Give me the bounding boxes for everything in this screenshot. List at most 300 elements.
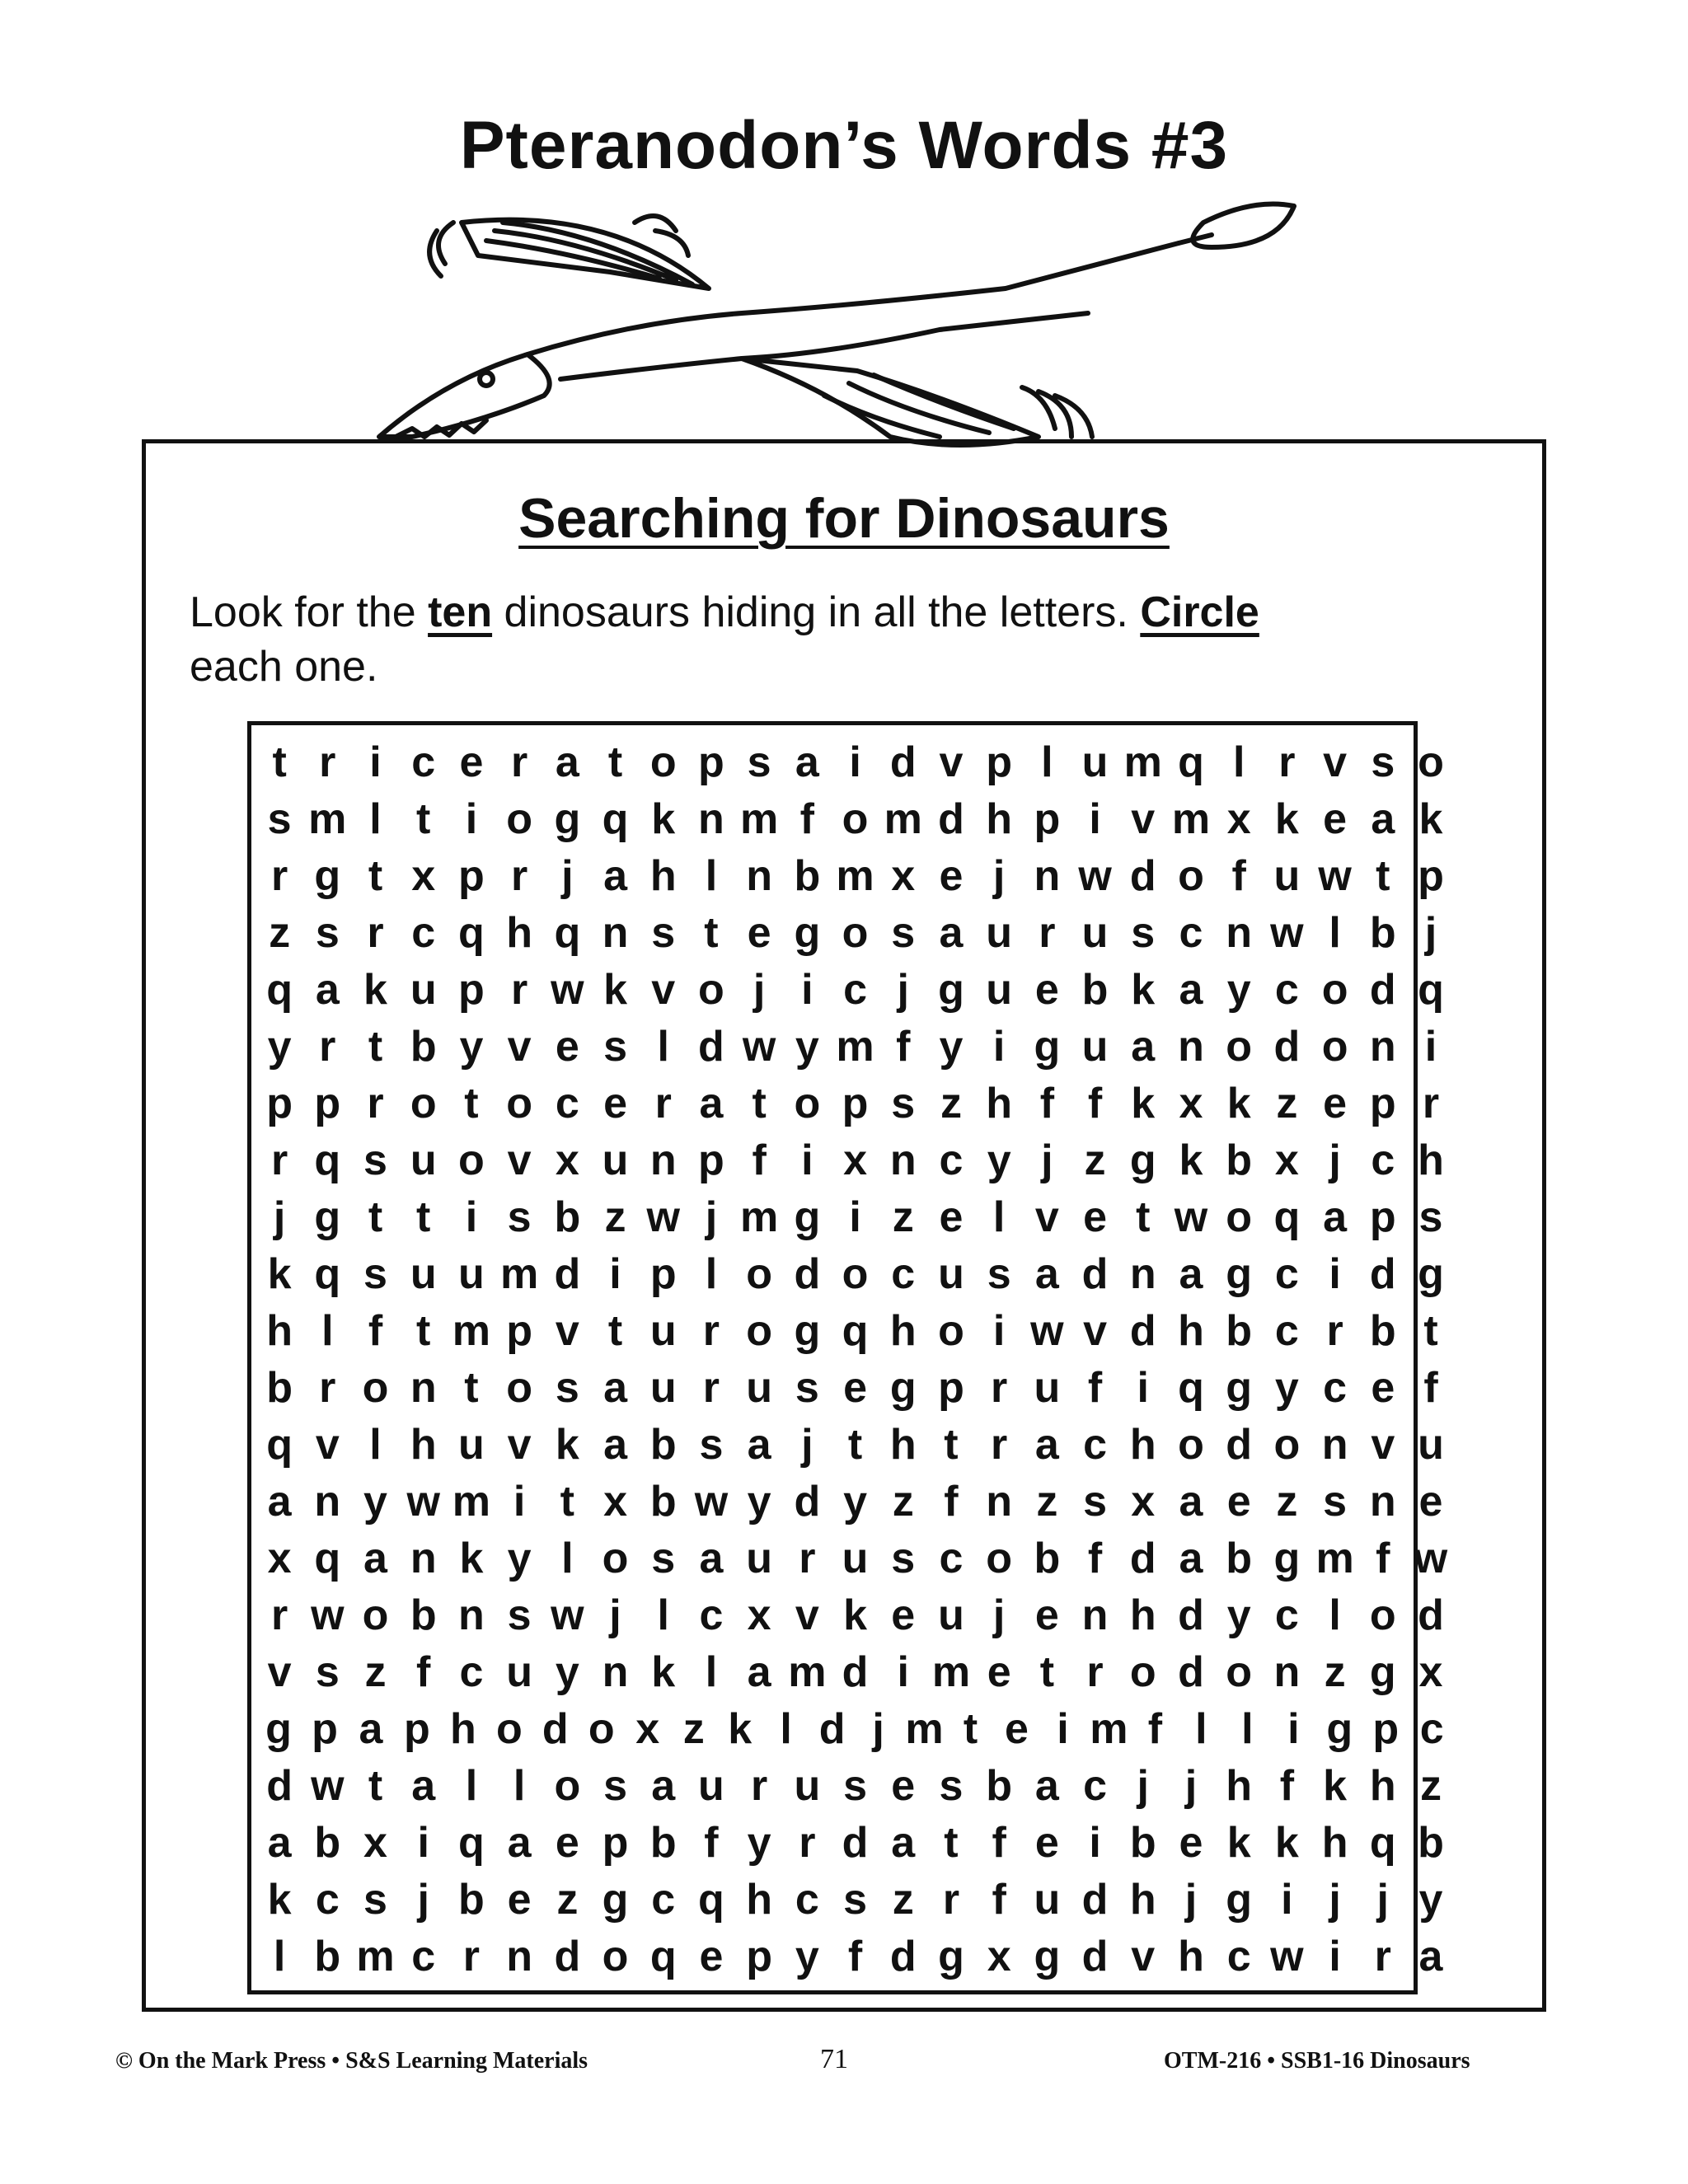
grid-letter[interactable]: x <box>1131 1477 1156 1526</box>
grid-letter[interactable]: x <box>1274 1136 1299 1184</box>
grid-letter[interactable]: s <box>1131 908 1156 957</box>
grid-letter[interactable]: y <box>507 1534 532 1582</box>
grid-letter[interactable]: i <box>992 1306 1006 1355</box>
grid-letter[interactable]: q <box>1273 1193 1301 1241</box>
grid-letter[interactable]: o <box>1226 1022 1253 1071</box>
grid-letter[interactable]: a <box>891 1818 916 1867</box>
grid-letter[interactable]: x <box>1226 794 1251 843</box>
grid-letter[interactable]: o <box>1369 1591 1396 1639</box>
grid-letter[interactable]: s <box>747 738 771 786</box>
grid-letter[interactable]: u <box>602 1136 629 1184</box>
grid-letter[interactable]: x <box>555 1136 579 1184</box>
grid-letter[interactable]: d <box>1129 851 1156 900</box>
grid-letter[interactable]: w <box>551 965 584 1014</box>
grid-letter[interactable]: f <box>1231 851 1246 900</box>
grid-letter[interactable]: m <box>356 1932 395 1980</box>
grid-letter[interactable]: r <box>462 1932 481 1980</box>
grid-letter[interactable]: q <box>458 908 485 957</box>
grid-letter[interactable]: w <box>551 1591 584 1639</box>
grid-letter[interactable]: u <box>649 1306 677 1355</box>
grid-letter[interactable]: b <box>649 1420 677 1469</box>
grid-letter[interactable]: p <box>1369 1193 1396 1241</box>
grid-letter[interactable]: g <box>1226 1363 1253 1412</box>
grid-letter[interactable]: a <box>747 1420 771 1469</box>
grid-letter[interactable]: a <box>795 738 819 786</box>
grid-letter[interactable]: q <box>1369 1818 1396 1867</box>
grid-letter[interactable]: u <box>938 1591 964 1639</box>
grid-letter[interactable]: t <box>963 1704 978 1753</box>
grid-letter[interactable]: d <box>889 1932 917 1980</box>
grid-letter[interactable]: w <box>742 1022 776 1071</box>
grid-letter[interactable]: e <box>1371 1363 1395 1412</box>
grid-letter[interactable]: r <box>510 738 528 786</box>
grid-letter[interactable]: h <box>746 1875 773 1924</box>
grid-letter[interactable]: n <box>410 1534 437 1582</box>
grid-letter[interactable]: u <box>938 1249 964 1298</box>
grid-letter[interactable]: j <box>1184 1761 1198 1810</box>
grid-letter[interactable]: u <box>410 965 437 1014</box>
grid-letter[interactable]: w <box>646 1193 680 1241</box>
grid-letter[interactable]: b <box>266 1363 293 1412</box>
grid-letter[interactable]: k <box>1274 1818 1299 1867</box>
grid-letter[interactable]: k <box>267 1875 292 1924</box>
grid-letter[interactable]: o <box>794 1079 821 1127</box>
grid-letter[interactable]: g <box>889 1363 917 1412</box>
grid-letter[interactable]: h <box>1178 1932 1204 1980</box>
grid-letter[interactable]: k <box>363 965 387 1014</box>
grid-letter[interactable]: l <box>369 1420 382 1469</box>
grid-letter[interactable]: f <box>896 1022 911 1071</box>
grid-letter[interactable]: c <box>555 1079 579 1127</box>
grid-letter[interactable]: z <box>892 1193 914 1241</box>
grid-letter[interactable]: v <box>795 1591 819 1639</box>
grid-letter[interactable]: j <box>992 851 1006 900</box>
grid-letter[interactable]: r <box>367 908 384 957</box>
grid-letter[interactable]: k <box>603 965 627 1014</box>
grid-letter[interactable]: q <box>314 1534 341 1582</box>
grid-letter[interactable]: f <box>847 1932 863 1980</box>
grid-letter[interactable]: m <box>452 1477 491 1526</box>
grid-letter[interactable]: m <box>1123 738 1162 786</box>
grid-letter[interactable]: r <box>799 1534 816 1582</box>
grid-letter[interactable]: z <box>604 1193 626 1241</box>
grid-letter[interactable]: q <box>1178 1363 1204 1412</box>
grid-letter[interactable]: y <box>795 1932 819 1980</box>
grid-letter[interactable]: z <box>1419 1761 1442 1810</box>
grid-letter[interactable]: l <box>369 794 382 843</box>
grid-letter[interactable]: t <box>607 1306 623 1355</box>
grid-letter[interactable]: w <box>1318 851 1352 900</box>
grid-letter[interactable]: s <box>603 1022 627 1071</box>
grid-letter[interactable]: f <box>1376 1534 1390 1582</box>
grid-letter[interactable]: s <box>891 908 916 957</box>
grid-letter[interactable]: l <box>1041 738 1053 786</box>
grid-letter[interactable]: f <box>1087 1079 1103 1127</box>
grid-letter[interactable]: e <box>1179 1818 1203 1867</box>
grid-letter[interactable]: q <box>698 1875 724 1924</box>
grid-letter[interactable]: d <box>794 1249 821 1298</box>
grid-letter[interactable]: c <box>1179 908 1203 957</box>
grid-letter[interactable]: k <box>1418 794 1443 843</box>
grid-letter[interactable]: m <box>884 794 922 843</box>
grid-letter[interactable]: d <box>889 738 917 786</box>
grid-letter[interactable]: o <box>495 1704 523 1753</box>
grid-letter[interactable]: r <box>751 1761 768 1810</box>
grid-letter[interactable]: f <box>992 1875 1006 1924</box>
grid-letter[interactable]: r <box>510 965 528 1014</box>
grid-letter[interactable]: s <box>363 1249 387 1298</box>
grid-letter[interactable]: u <box>649 1363 677 1412</box>
grid-letter[interactable]: c <box>1226 1932 1251 1980</box>
grid-letter[interactable]: y <box>459 1022 484 1071</box>
grid-letter[interactable]: y <box>939 1022 964 1071</box>
grid-letter[interactable]: c <box>1323 1363 1348 1412</box>
grid-letter[interactable]: w <box>1414 1534 1448 1582</box>
grid-letter[interactable]: y <box>267 1022 292 1071</box>
grid-letter[interactable]: n <box>1129 1249 1156 1298</box>
grid-letter[interactable]: b <box>314 1932 341 1980</box>
grid-letter[interactable]: i <box>992 1022 1006 1071</box>
grid-letter[interactable]: f <box>416 1647 431 1696</box>
grid-letter[interactable]: e <box>1083 1193 1108 1241</box>
grid-letter[interactable]: d <box>1129 1306 1156 1355</box>
grid-letter[interactable]: s <box>891 1079 916 1127</box>
grid-letter[interactable]: u <box>986 908 1013 957</box>
grid-letter[interactable]: j <box>1424 908 1437 957</box>
grid-letter[interactable]: s <box>1083 1477 1108 1526</box>
grid-letter[interactable]: s <box>651 908 676 957</box>
grid-letter[interactable]: g <box>1129 1136 1156 1184</box>
grid-letter[interactable]: i <box>609 1249 621 1298</box>
grid-letter[interactable]: y <box>363 1477 387 1526</box>
grid-letter[interactable]: t <box>368 1022 383 1071</box>
grid-letter[interactable]: z <box>1276 1079 1298 1127</box>
grid-letter[interactable]: b <box>410 1591 437 1639</box>
grid-letter[interactable]: j <box>897 965 909 1014</box>
grid-letter[interactable]: s <box>507 1193 532 1241</box>
grid-letter[interactable]: u <box>1273 851 1301 900</box>
grid-letter[interactable]: t <box>368 851 383 900</box>
grid-letter[interactable]: g <box>1034 1022 1061 1071</box>
grid-letter[interactable]: h <box>1129 1591 1156 1639</box>
grid-letter[interactable]: g <box>938 965 964 1014</box>
grid-letter[interactable]: a <box>1131 1022 1156 1071</box>
grid-letter[interactable]: g <box>794 1306 821 1355</box>
grid-letter[interactable]: l <box>657 1022 669 1071</box>
grid-letter[interactable]: d <box>842 1647 869 1696</box>
grid-letter[interactable]: t <box>1039 1647 1055 1696</box>
grid-letter[interactable]: s <box>267 794 292 843</box>
grid-letter[interactable]: a <box>1179 1534 1203 1582</box>
grid-letter[interactable]: p <box>404 1704 430 1753</box>
grid-letter[interactable]: o <box>986 1534 1013 1582</box>
grid-letter[interactable]: c <box>315 1875 340 1924</box>
grid-letter[interactable]: r <box>510 851 528 900</box>
grid-letter[interactable]: s <box>699 1420 724 1469</box>
grid-letter[interactable]: l <box>1329 1591 1341 1639</box>
grid-letter[interactable]: c <box>1419 1704 1444 1753</box>
grid-letter[interactable]: g <box>794 908 821 957</box>
grid-letter[interactable]: i <box>1329 1249 1341 1298</box>
grid-letter[interactable]: d <box>698 1022 724 1071</box>
grid-letter[interactable]: s <box>363 1875 387 1924</box>
grid-letter[interactable]: c <box>1083 1761 1108 1810</box>
grid-letter[interactable]: o <box>1129 1647 1156 1696</box>
grid-letter[interactable]: e <box>747 908 771 957</box>
grid-letter[interactable]: i <box>1424 1022 1437 1071</box>
grid-letter[interactable]: f <box>992 1818 1006 1867</box>
grid-letter[interactable]: b <box>1418 1818 1444 1867</box>
grid-letter[interactable]: p <box>1372 1704 1400 1753</box>
grid-letter[interactable]: f <box>752 1136 767 1184</box>
grid-letter[interactable]: p <box>938 1363 964 1412</box>
grid-letter[interactable]: n <box>506 1932 532 1980</box>
grid-letter[interactable]: a <box>1034 1420 1059 1469</box>
grid-letter[interactable]: a <box>939 908 964 957</box>
grid-letter[interactable]: z <box>1036 1477 1058 1526</box>
grid-letter[interactable]: b <box>986 1761 1013 1810</box>
grid-letter[interactable]: e <box>555 1022 579 1071</box>
grid-letter[interactable]: r <box>270 1136 288 1184</box>
grid-letter[interactable]: o <box>842 908 869 957</box>
grid-letter[interactable]: c <box>843 965 867 1014</box>
grid-letter[interactable]: n <box>1369 1477 1396 1526</box>
grid-letter[interactable]: t <box>1136 1193 1151 1241</box>
grid-letter[interactable]: e <box>1323 1079 1348 1127</box>
grid-letter[interactable]: p <box>266 1079 293 1127</box>
grid-letter[interactable]: d <box>794 1477 821 1526</box>
grid-letter[interactable]: c <box>1274 1591 1299 1639</box>
grid-letter[interactable]: p <box>1369 1079 1396 1127</box>
grid-letter[interactable]: m <box>836 851 874 900</box>
grid-letter[interactable]: b <box>1081 965 1109 1014</box>
grid-letter[interactable]: o <box>842 794 869 843</box>
grid-letter[interactable]: f <box>944 1477 959 1526</box>
grid-letter[interactable]: r <box>654 1079 672 1127</box>
grid-letter[interactable]: l <box>992 1193 1006 1241</box>
grid-letter[interactable]: u <box>410 1249 437 1298</box>
grid-letter[interactable]: w <box>311 1591 345 1639</box>
grid-letter[interactable]: z <box>269 908 291 957</box>
grid-letter[interactable]: s <box>555 1363 579 1412</box>
grid-letter[interactable]: r <box>319 738 336 786</box>
grid-letter[interactable]: a <box>603 851 627 900</box>
grid-letter[interactable]: v <box>1034 1193 1059 1241</box>
grid-letter[interactable]: l <box>321 1306 334 1355</box>
grid-letter[interactable]: o <box>698 965 724 1014</box>
grid-letter[interactable]: h <box>889 1420 917 1469</box>
grid-letter[interactable]: n <box>986 1477 1013 1526</box>
grid-letter[interactable]: b <box>458 1875 485 1924</box>
grid-letter[interactable]: x <box>747 1591 771 1639</box>
grid-letter[interactable]: s <box>1323 1477 1348 1526</box>
grid-letter[interactable]: n <box>1034 851 1061 900</box>
grid-letter[interactable]: w <box>1078 851 1112 900</box>
grid-letter[interactable]: p <box>458 965 485 1014</box>
grid-letter[interactable]: q <box>1418 965 1444 1014</box>
grid-letter[interactable]: t <box>1376 851 1390 900</box>
grid-letter[interactable]: w <box>1270 908 1304 957</box>
grid-letter[interactable]: i <box>801 965 814 1014</box>
grid-letter[interactable]: u <box>506 1647 532 1696</box>
grid-letter[interactable]: d <box>1273 1022 1301 1071</box>
grid-letter[interactable]: a <box>699 1079 724 1127</box>
grid-letter[interactable]: n <box>1321 1420 1348 1469</box>
grid-letter[interactable]: y <box>747 1818 771 1867</box>
grid-letter[interactable]: c <box>411 908 436 957</box>
grid-letter[interactable]: n <box>1081 1591 1109 1639</box>
grid-letter[interactable]: j <box>1137 1761 1149 1810</box>
grid-letter[interactable]: s <box>315 1647 340 1696</box>
grid-letter[interactable]: m <box>1171 794 1211 843</box>
grid-letter[interactable]: b <box>794 851 821 900</box>
grid-letter[interactable]: n <box>602 1647 629 1696</box>
grid-letter[interactable]: t <box>560 1477 574 1526</box>
grid-letter[interactable]: k <box>1274 794 1299 843</box>
grid-letter[interactable]: r <box>1086 1647 1104 1696</box>
grid-letter[interactable]: h <box>1369 1761 1396 1810</box>
grid-letter[interactable]: n <box>1226 908 1253 957</box>
grid-letter[interactable]: w <box>1270 1932 1304 1980</box>
grid-letter[interactable]: l <box>657 1591 669 1639</box>
grid-letter[interactable]: g <box>1226 1875 1253 1924</box>
grid-letter[interactable]: p <box>312 1704 338 1753</box>
grid-letter[interactable]: k <box>1323 1761 1348 1810</box>
grid-letter[interactable]: o <box>588 1704 615 1753</box>
grid-letter[interactable]: h <box>986 1079 1013 1127</box>
grid-letter[interactable]: b <box>314 1818 341 1867</box>
grid-letter[interactable]: h <box>986 794 1013 843</box>
grid-letter[interactable]: z <box>892 1875 914 1924</box>
grid-letter[interactable]: v <box>1371 1420 1395 1469</box>
grid-letter[interactable]: c <box>1274 1306 1299 1355</box>
grid-letter[interactable]: o <box>1178 1420 1204 1469</box>
grid-letter[interactable]: d <box>1178 1591 1204 1639</box>
grid-letter[interactable]: m <box>788 1647 827 1696</box>
grid-letter[interactable]: b <box>410 1022 437 1071</box>
grid-letter[interactable]: o <box>602 1932 629 1980</box>
grid-letter[interactable]: a <box>315 965 340 1014</box>
grid-letter[interactable]: s <box>843 1875 867 1924</box>
grid-letter[interactable]: d <box>1369 965 1396 1014</box>
grid-letter[interactable]: j <box>1376 1875 1389 1924</box>
grid-letter[interactable]: n <box>698 794 724 843</box>
grid-letter[interactable]: q <box>314 1136 341 1184</box>
grid-letter[interactable]: t <box>416 1306 431 1355</box>
grid-letter[interactable]: j <box>1329 1875 1341 1924</box>
grid-letter[interactable]: c <box>939 1136 964 1184</box>
grid-letter[interactable]: g <box>938 1932 964 1980</box>
grid-letter[interactable]: y <box>843 1477 867 1526</box>
grid-letter[interactable]: r <box>991 1363 1008 1412</box>
grid-letter[interactable]: a <box>555 738 579 786</box>
grid-letter[interactable]: f <box>1087 1534 1103 1582</box>
grid-letter[interactable]: l <box>561 1534 574 1582</box>
grid-letter[interactable]: k <box>555 1420 579 1469</box>
grid-letter[interactable]: z <box>1084 1136 1106 1184</box>
grid-letter[interactable]: r <box>1374 1932 1391 1980</box>
grid-letter[interactable]: e <box>555 1818 579 1867</box>
grid-letter[interactable]: x <box>1418 1647 1443 1696</box>
grid-letter[interactable]: u <box>746 1363 773 1412</box>
grid-letter[interactable]: s <box>1371 738 1395 786</box>
grid-letter[interactable]: u <box>1034 1363 1061 1412</box>
grid-letter[interactable]: k <box>843 1591 867 1639</box>
grid-letter[interactable]: a <box>1418 1932 1443 1980</box>
grid-letter[interactable]: l <box>705 851 718 900</box>
grid-letter[interactable]: w <box>406 1477 440 1526</box>
grid-letter[interactable]: u <box>1418 1420 1444 1469</box>
grid-letter[interactable]: j <box>273 1193 286 1241</box>
grid-letter[interactable]: z <box>364 1647 387 1696</box>
grid-letter[interactable]: h <box>1321 1818 1348 1867</box>
grid-letter[interactable]: l <box>1232 738 1245 786</box>
grid-letter[interactable]: r <box>1278 738 1296 786</box>
grid-letter[interactable]: d <box>1369 1249 1396 1298</box>
grid-letter[interactable]: n <box>649 1136 677 1184</box>
grid-letter[interactable]: f <box>368 1306 383 1355</box>
grid-letter[interactable]: a <box>1371 794 1395 843</box>
grid-letter[interactable]: e <box>699 1932 724 1980</box>
grid-letter[interactable]: g <box>554 794 581 843</box>
grid-letter[interactable]: c <box>651 1875 676 1924</box>
grid-letter[interactable]: v <box>1131 794 1156 843</box>
grid-letter[interactable]: f <box>704 1818 719 1867</box>
grid-letter[interactable]: s <box>507 1591 532 1639</box>
grid-letter[interactable]: z <box>940 1079 962 1127</box>
grid-letter[interactable]: e <box>1034 965 1059 1014</box>
grid-letter[interactable]: p <box>986 738 1013 786</box>
grid-letter[interactable]: s <box>315 908 340 957</box>
grid-letter[interactable]: b <box>1369 1306 1396 1355</box>
grid-letter[interactable]: g <box>1034 1932 1061 1980</box>
grid-letter[interactable]: c <box>459 1647 484 1696</box>
grid-letter[interactable]: o <box>458 1136 485 1184</box>
grid-letter[interactable]: d <box>1178 1647 1204 1696</box>
grid-letter[interactable]: n <box>1369 1022 1396 1071</box>
grid-letter[interactable]: t <box>944 1818 959 1867</box>
grid-letter[interactable]: e <box>1005 1704 1029 1753</box>
grid-letter[interactable]: f <box>1147 1704 1163 1753</box>
grid-letter[interactable]: j <box>609 1591 621 1639</box>
grid-letter[interactable]: t <box>704 908 719 957</box>
grid-letter[interactable]: i <box>1329 1932 1341 1980</box>
grid-letter[interactable]: k <box>1226 1818 1251 1867</box>
grid-letter[interactable]: j <box>872 1704 884 1753</box>
grid-letter[interactable]: j <box>417 1875 429 1924</box>
grid-letter[interactable]: c <box>939 1534 964 1582</box>
grid-letter[interactable]: r <box>319 1022 336 1071</box>
grid-letter[interactable]: s <box>891 1534 916 1582</box>
grid-letter[interactable]: s <box>795 1363 819 1412</box>
grid-letter[interactable]: g <box>1369 1647 1396 1696</box>
grid-letter[interactable]: s <box>651 1534 676 1582</box>
grid-letter[interactable]: a <box>1034 1249 1059 1298</box>
grid-letter[interactable]: y <box>987 1136 1011 1184</box>
grid-letter[interactable]: h <box>506 908 532 957</box>
grid-letter[interactable]: k <box>1131 1079 1156 1127</box>
grid-letter[interactable]: z <box>1276 1477 1298 1526</box>
grid-letter[interactable]: r <box>702 1363 720 1412</box>
grid-letter[interactable]: r <box>270 1591 288 1639</box>
grid-letter[interactable]: c <box>891 1249 916 1298</box>
grid-letter[interactable]: q <box>458 1818 485 1867</box>
grid-letter[interactable]: a <box>411 1761 436 1810</box>
grid-letter[interactable]: j <box>1041 1136 1053 1184</box>
grid-letter[interactable]: a <box>747 1647 771 1696</box>
grid-letter[interactable]: p <box>602 1818 629 1867</box>
grid-letter[interactable]: x <box>363 1818 387 1867</box>
